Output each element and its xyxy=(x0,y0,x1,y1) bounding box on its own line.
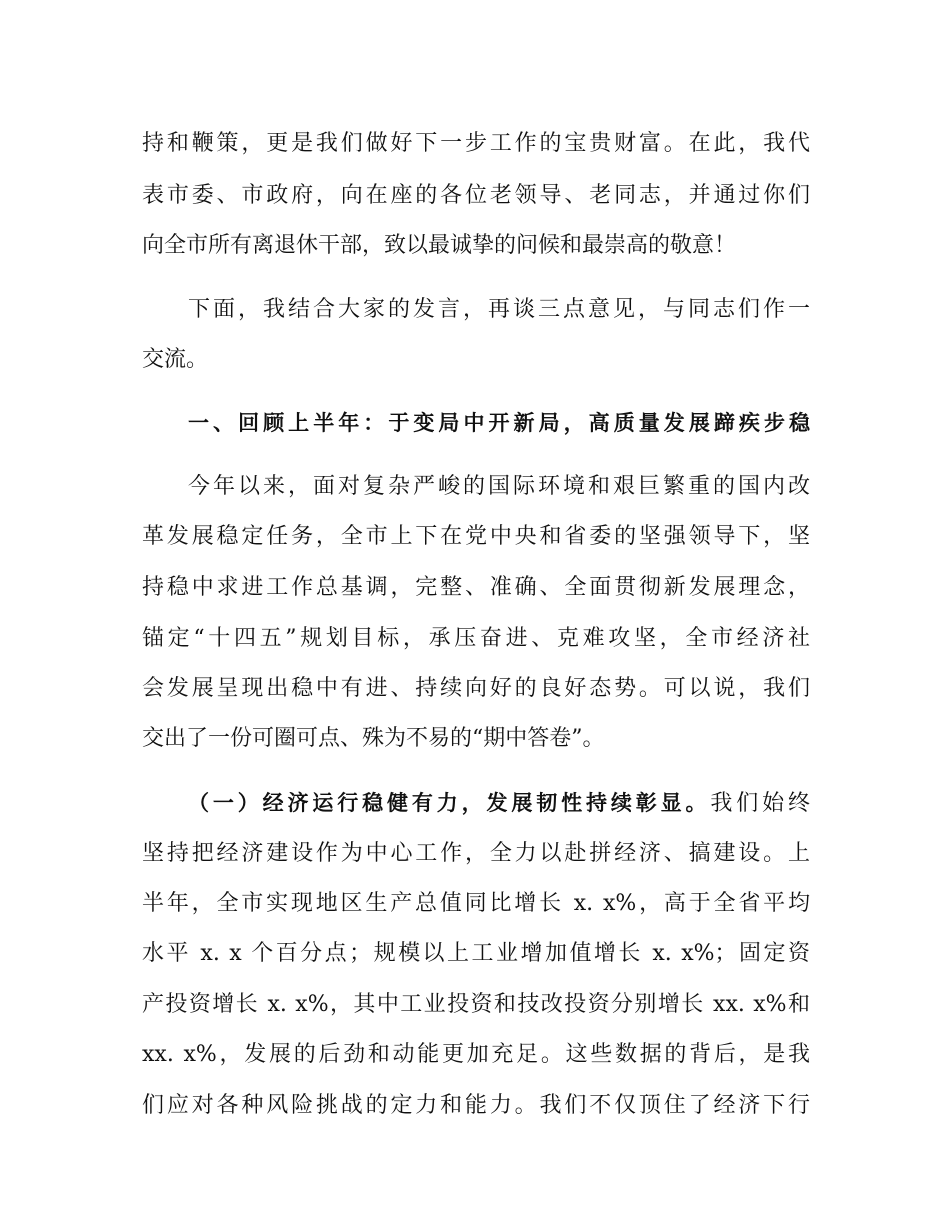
paragraph-1-line-1: 持和鞭策，更是我们做好下一步工作的宝贵财富。在此，我代 xyxy=(142,131,810,156)
paragraph-2-line-2: 交流。 xyxy=(142,347,209,372)
subsection-heading-1: （一）经济运行稳健有力，发展韧性持续彰显。 xyxy=(188,791,711,815)
paragraph-4-line-1 xyxy=(188,783,810,823)
paragraph-4-line-1-rest: 我们始终 xyxy=(710,791,810,816)
paragraph-3-line-3: 持稳中求进工作总基调，完整、准确、全面贯彻新发展理念， xyxy=(142,575,810,600)
paragraph-4-line-2: 坚持把经济建设作为中心工作，全力以赴拼经济、搞建设。上 xyxy=(142,841,810,866)
paragraph-4-line-5: 产投资增长 x. x%，其中工业投资和技改投资分别增长 xx. x%和 xyxy=(142,992,810,1017)
paragraph-3-line-1: 今年以来，面对复杂严峻的国际环境和艰巨繁重的国内改 xyxy=(188,474,810,499)
paragraph-3-line-2: 革发展稳定任务，全市上下在党中央和省委的坚强领导下，坚 xyxy=(142,524,810,549)
paragraph-3-line-4: 锚定“十四五”规划目标，承压奋进、克难攻坚，全市经济社 xyxy=(142,626,810,651)
paragraph-2-line-1: 下面，我结合大家的发言，再谈三点意见，与同志们作一 xyxy=(188,297,810,322)
paragraph-4-line-3: 半年，全市实现地区生产总值同比增长 x. x%，高于全省平均 xyxy=(142,891,810,916)
paragraph-4-line-6: xx. x%，发展的后劲和动能更加充足。这些数据的背后，是我 xyxy=(142,1042,810,1067)
paragraph-3-line-6: 交出了一份可圈可点、殊为不易的“期中答卷”。 xyxy=(142,726,605,751)
paragraph-3-line-5: 会发展呈现出稳中有进、持续向好的良好态势。可以说，我们 xyxy=(142,676,810,701)
paragraph-4-line-7: 们应对各种风险挑战的定力和能力。我们不仅顶住了经济下行 xyxy=(142,1093,810,1118)
section-heading-1: 一、回顾上半年：于变局中开新局，高质量发展蹄疾步稳 xyxy=(188,411,810,435)
paragraph-1-line-3: 向全市所有离退休干部，致以最诚挚的问候和最崇高的敬意！ xyxy=(142,233,737,258)
paragraph-1-line-2: 表市委、市政府，向在座的各位老领导、老同志，并通过你们 xyxy=(142,183,810,208)
paragraph-4-line-4: 水平 x. x 个百分点；规模以上工业增加值增长 x. x%；固定资 xyxy=(142,941,810,966)
